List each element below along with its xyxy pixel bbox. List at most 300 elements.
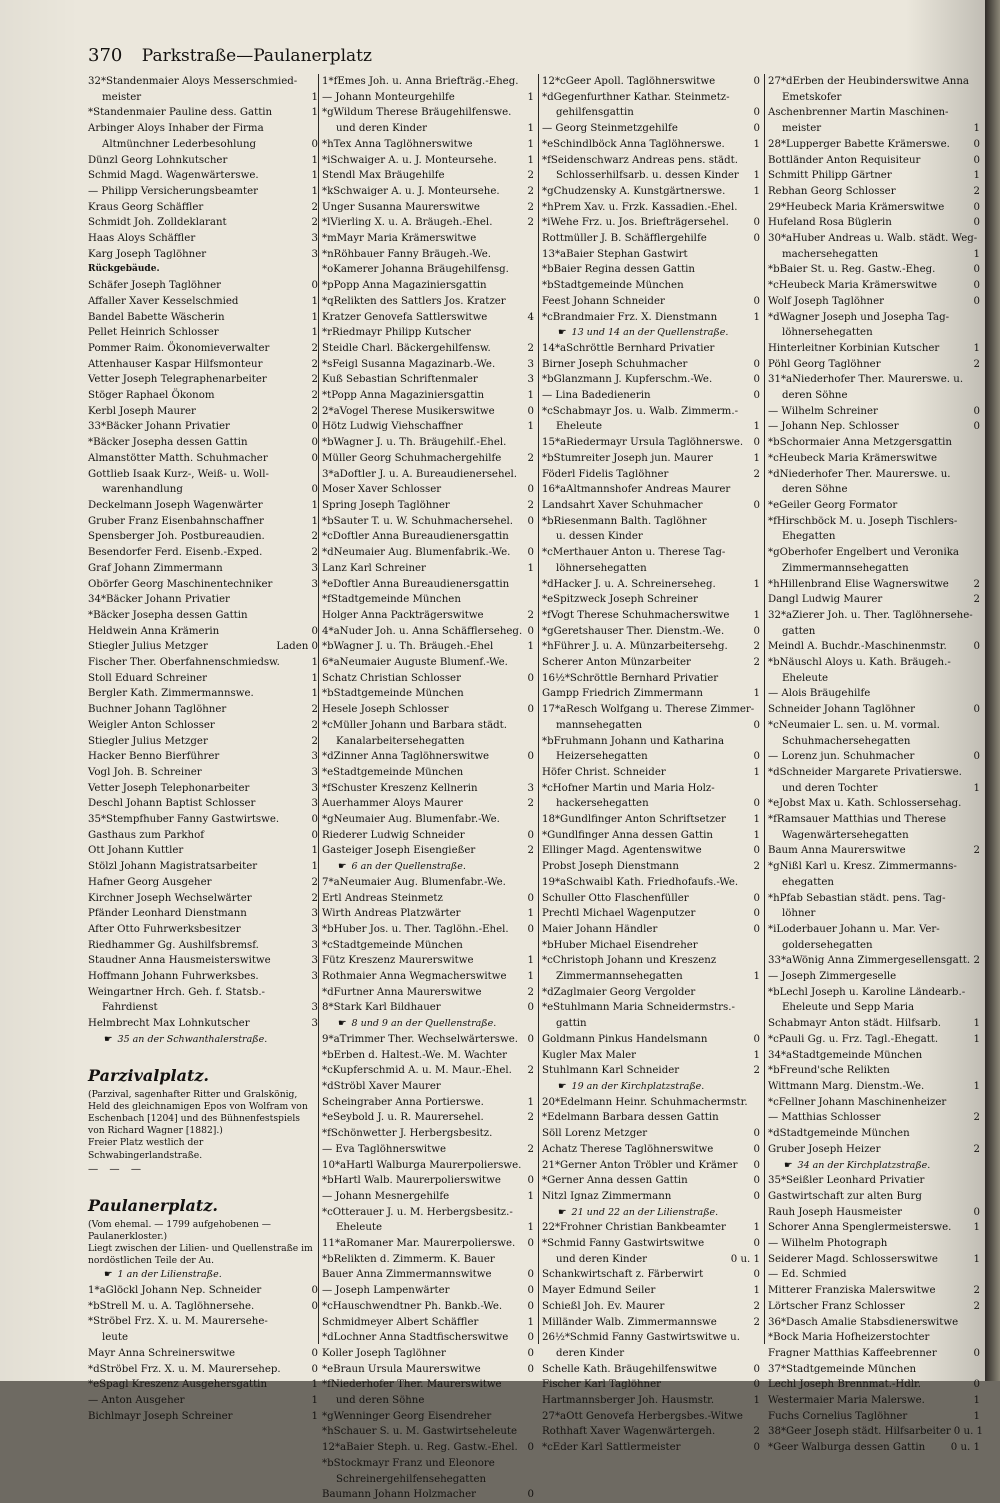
floor-number: 2 xyxy=(311,735,318,747)
directory-entry xyxy=(322,74,534,90)
directory-entry xyxy=(542,702,760,718)
floor-number: 1 xyxy=(973,1395,980,1407)
floor-number: 0 xyxy=(753,719,760,731)
directory-entry xyxy=(88,828,318,844)
directory-entry xyxy=(88,718,318,734)
entry-text: — Georg Steinmetzgehilfe xyxy=(542,123,678,135)
entry-text: Pommer Raim. Ökonomieverwalter xyxy=(88,342,270,354)
floor-number: 1 xyxy=(311,1394,318,1406)
entry-text: Bottländer Anton Requisiteur xyxy=(768,154,921,166)
floor-number: 3 xyxy=(311,782,318,794)
directory-entry xyxy=(322,702,534,718)
floor-number: 3 xyxy=(311,1002,318,1014)
entry-text: *eSpagl Kreszenz Ausgehersgattin xyxy=(88,1379,268,1391)
directory-entry xyxy=(88,577,318,593)
directory-entry xyxy=(542,168,760,184)
directory-entry xyxy=(322,514,534,530)
floor-number: 2 xyxy=(753,861,760,873)
entry-text: *sFeigl Susanna Magazinarb.-We. xyxy=(322,358,496,370)
directory-entry xyxy=(768,1189,980,1205)
floor-number: 2 xyxy=(753,1426,760,1438)
floor-number: 1 xyxy=(311,185,318,197)
entry-text: *bLechl Joseph u. Karoline Ländearb.- xyxy=(768,986,966,998)
entry-text: 26½*Schmid Fanny Gastwirtswitwe u. xyxy=(542,1332,740,1344)
entry-text: *Schmid Fanny Gastwirtswitwe xyxy=(542,1238,705,1250)
directory-entry xyxy=(768,357,980,373)
entry-text: Zimmermannsehegatten xyxy=(782,562,909,574)
floor-number: 2 xyxy=(311,217,318,229)
entry-text: *bStrell M. u. A. Taglöhnersehe. xyxy=(88,1300,255,1312)
directory-entry xyxy=(322,1079,534,1095)
floor-number: 2 xyxy=(527,499,534,511)
directory-entry xyxy=(322,1487,534,1503)
floor-number: 0 u. 1 xyxy=(953,1426,984,1438)
floor-number: 3 xyxy=(311,939,318,951)
directory-entry xyxy=(322,1377,534,1393)
column-rule xyxy=(764,74,765,1344)
entry-text: *dFurtner Anna Maurerswitwe xyxy=(322,986,482,998)
directory-entry xyxy=(768,1424,984,1440)
entry-text: Spring Joseph Taglöhner xyxy=(322,499,450,511)
entry-text: *bRiesenmann Balth. Taglöhner xyxy=(542,515,707,527)
entry-text: ☛ 34 an der Kirchplatzstraße. xyxy=(797,1159,931,1171)
entry-text: 17*aResch Wolfgang u. Therese Zimmer- xyxy=(542,704,755,716)
directory-entry xyxy=(322,1110,534,1126)
entry-text: Affaller Xaver Kesselschmied xyxy=(88,295,239,307)
entry-text: 9*aTrimmer Ther. Wechselwärterswe. xyxy=(322,1033,518,1045)
directory-entry xyxy=(88,655,318,671)
entry-text: *pPopp Anna Magaziniersgattin xyxy=(322,280,487,292)
entry-text: *gWildum Therese Bräugehilfenswe. xyxy=(322,107,512,119)
directory-entry xyxy=(322,357,534,373)
directory-entry xyxy=(88,938,318,954)
directory-entry xyxy=(542,765,760,781)
directory-entry xyxy=(768,121,980,137)
floor-number: 3 xyxy=(527,374,534,386)
entry-text: Deschl Johann Baptist Schlosser xyxy=(88,798,256,810)
floor-number: 0 xyxy=(311,138,318,150)
directory-entry xyxy=(768,1393,980,1409)
entry-text: *Bäcker Josepha dessen Gattin xyxy=(88,437,248,449)
directory-entry xyxy=(542,529,760,545)
entry-text: Schäfer Joseph Taglöhner xyxy=(88,280,222,292)
directory-entry xyxy=(322,781,534,797)
entry-text: Kratzer Genovefa Sattlerswitwe xyxy=(322,311,488,323)
entry-text: Schmidt Joh. Zolldeklarant xyxy=(88,217,227,229)
entry-text: Fahrdienst xyxy=(102,1002,158,1014)
entry-text: *dNiederhofer Ther. Maurerswe. u. xyxy=(768,468,951,480)
directory-entry xyxy=(322,953,534,969)
entry-text: Riederer Ludwig Schneider xyxy=(322,829,465,841)
entry-text: Holger Anna Packträgerswitwe xyxy=(322,609,484,621)
entry-text: *cDoftler Anna Bureaudienersgattin xyxy=(322,531,509,543)
floor-number: 0 xyxy=(527,892,534,904)
entry-text: 16½*Schröttle Bernhard Privatier xyxy=(542,672,719,684)
directory-entry xyxy=(768,561,980,577)
entry-text: *cHauschwendtner Ph. Bankb.-We. xyxy=(322,1300,503,1312)
entry-text: — Johann Monteurgehilfe xyxy=(322,91,455,103)
entry-text: Wittmann Marg. Dienstm.-We. xyxy=(768,1081,925,1092)
directory-entry xyxy=(768,184,980,200)
floor-number: 1 xyxy=(973,1033,980,1045)
entry-text: *Gerner Anna dessen Gattin xyxy=(542,1175,688,1187)
directory-entry xyxy=(88,514,318,530)
entry-text: *eBraun Ursula Maurerswitwe xyxy=(322,1363,481,1375)
entry-text: *cMerthauer Anton u. Therese Tag- xyxy=(542,547,726,559)
floor-number: 2 xyxy=(973,358,980,370)
floor-number: 0 xyxy=(753,1128,760,1140)
directory-entry xyxy=(322,686,534,702)
floor-number: 0 xyxy=(753,1442,760,1454)
entry-text: *dZinner Anna Taglöhnerswitwe xyxy=(322,751,490,763)
directory-entry xyxy=(768,718,980,734)
entry-text: *bWagner J. u. Th. Bräugehilf.-Ehel. xyxy=(322,437,507,449)
directory-entry xyxy=(322,1267,534,1283)
entry-text: und deren Tochter xyxy=(782,782,878,794)
entry-text: *nRöhbauer Fanny Bräugeh.-We. xyxy=(322,248,492,260)
directory-entry xyxy=(768,891,980,907)
directory-entry xyxy=(88,153,318,169)
entry-text: Ehegatten xyxy=(782,531,836,543)
directory-entry xyxy=(542,1032,760,1048)
directory-entry xyxy=(768,781,980,797)
entry-text: Eheleute xyxy=(556,421,602,433)
directory-entry xyxy=(768,1032,980,1048)
entry-text: *cOtterauer J. u. M. Herbergsbesitz.- xyxy=(322,1206,513,1218)
entry-text: Wolf Joseph Taglöhner xyxy=(768,295,884,307)
floor-number: 0 xyxy=(973,217,980,229)
entry-text: Landsahrt Xaver Schuhmacher xyxy=(542,499,703,511)
directory-entry xyxy=(542,137,760,153)
directory-entry xyxy=(542,1346,760,1362)
directory-entry xyxy=(542,372,760,388)
directory-entry xyxy=(542,671,760,687)
directory-entry xyxy=(88,734,318,750)
floor-number: 0 xyxy=(311,452,318,464)
entry-text: Stölzl Johann Magistratsarbeiter xyxy=(88,861,258,873)
floor-number: 0 xyxy=(973,264,980,276)
directory-entry xyxy=(88,671,318,687)
entry-text: 37*Stadtgemeinde München xyxy=(768,1363,917,1375)
entry-text: Gottlieb Isaak Kurz-, Weiß- u. Woll- xyxy=(88,468,270,480)
directory-entry xyxy=(542,419,760,435)
directory-entry xyxy=(322,828,534,844)
directory-entry xyxy=(542,388,760,404)
directory-entry xyxy=(768,514,980,530)
entry-text: meister xyxy=(782,123,822,135)
directory-entry xyxy=(322,419,534,435)
entry-text: Schankwirtschaft z. Färberwirt xyxy=(542,1269,704,1281)
floor-number: 1 xyxy=(753,609,760,621)
section-description xyxy=(88,1089,318,1138)
directory-entry xyxy=(322,184,534,200)
entry-text: Hartmannsberger Joh. Hausmstr. xyxy=(542,1395,715,1407)
floor-number: 3 xyxy=(311,578,318,590)
entry-text: *bStumreiter Joseph jun. Maurer xyxy=(542,452,713,464)
floor-number: 0 xyxy=(973,704,980,716)
floor-number: 1 xyxy=(973,170,980,182)
entry-text: — Lorenz jun. Schuhmacher xyxy=(768,751,915,763)
directory-entry xyxy=(88,1178,318,1188)
floor-number: 3 xyxy=(311,248,318,260)
page-number: 370 xyxy=(88,45,123,66)
directory-entry xyxy=(322,498,534,514)
entry-text: 30*aHuber Andreas u. Walb. städt. Weg- xyxy=(768,233,978,245)
directory-entry xyxy=(768,137,980,153)
entry-text: 2*aVogel Therese Musikerswitwe xyxy=(322,405,495,417)
floor-number: 2 xyxy=(311,201,318,213)
entry-text: *cHeubeck Maria Krämerswitwe xyxy=(768,280,938,292)
directory-entry xyxy=(768,655,980,671)
entry-text: Meindl A. Buchdr.-Maschinenmstr. xyxy=(768,641,947,653)
directory-entry xyxy=(542,828,760,844)
floor-number: 1 xyxy=(973,248,980,260)
floor-number: 2 xyxy=(527,452,534,464)
entry-text: 27*aOtt Genovefa Herbergsbes.-Witwe xyxy=(542,1410,743,1422)
floor-number: 0 xyxy=(753,892,760,904)
entry-text: ☛ 8 und 9 an der Quellenstraße. xyxy=(351,1018,497,1030)
entry-text: 3*aDoftler J. u. A. Bureaudienersehel. xyxy=(322,468,518,480)
entry-text: Rothhaft Xaver Wagenwärtergeh. xyxy=(542,1426,716,1438)
directory-entry xyxy=(542,922,760,938)
directory-entry xyxy=(542,1063,760,1079)
directory-entry xyxy=(542,906,760,922)
entry-text: Hesele Joseph Schlosser xyxy=(322,704,449,716)
directory-entry xyxy=(542,1236,760,1252)
floor-number: 1 xyxy=(973,1253,980,1265)
entry-text: *bFreund'sche Relikten xyxy=(768,1065,890,1077)
directory-entry xyxy=(322,639,534,655)
column-rule xyxy=(538,74,539,1344)
entry-text: gatten xyxy=(782,625,816,637)
floor-number: 0 xyxy=(753,751,760,763)
entry-text: Prechtl Michael Wagenputzer xyxy=(542,908,696,920)
directory-entry xyxy=(768,247,980,263)
directory-entry xyxy=(542,1440,760,1456)
directory-entry xyxy=(322,734,534,750)
directory-entry xyxy=(88,498,318,514)
entry-text: Stoll Eduard Schreiner xyxy=(88,672,208,684)
directory-entry xyxy=(322,843,534,859)
floor-number: 0 xyxy=(527,1238,534,1250)
directory-entry xyxy=(768,467,980,483)
floor-number: 1 xyxy=(311,327,318,339)
directory-entry xyxy=(88,1314,318,1330)
entry-text: Schuller Otto Flaschenfüller xyxy=(542,892,689,904)
section-description xyxy=(88,1137,318,1161)
floor-number: 2 xyxy=(973,1285,980,1297)
entry-text: Baumann Johann Holzmacher xyxy=(322,1489,476,1501)
directory-entry xyxy=(322,451,534,467)
entry-text: 8*Stark Karl Bildhauer xyxy=(322,1002,441,1014)
floor-number: 0 xyxy=(973,1347,980,1359)
directory-entry xyxy=(768,168,980,184)
directory-entry xyxy=(322,655,534,671)
floor-number: 0 xyxy=(527,484,534,496)
floor-number: 2 xyxy=(527,201,534,213)
floor-number: 0 xyxy=(527,1269,534,1281)
directory-entry xyxy=(88,1377,318,1393)
floor-number: 1 xyxy=(311,91,318,103)
directory-entry xyxy=(88,953,318,969)
directory-entry xyxy=(768,545,980,561)
directory-entry xyxy=(322,1236,534,1252)
directory-entry xyxy=(542,1142,760,1158)
entry-text: ehegatten xyxy=(782,876,834,888)
floor-number: 2 xyxy=(753,468,760,480)
floor-number: 1 xyxy=(973,1222,980,1234)
directory-entry xyxy=(88,168,318,184)
entry-text: *eStadtgemeinde München xyxy=(322,766,464,778)
directory-entry xyxy=(322,1456,534,1472)
entry-text: Stöger Raphael Ökonom xyxy=(88,390,215,402)
entry-text: Zimmermannsehegatten xyxy=(556,971,683,983)
directory-entry xyxy=(542,749,760,765)
directory-entry xyxy=(768,906,980,922)
directory-entry xyxy=(768,577,980,593)
directory-entry xyxy=(768,1409,980,1425)
floor-number: 0 xyxy=(527,1285,534,1297)
directory-entry xyxy=(542,891,760,907)
directory-entry xyxy=(542,969,760,985)
directory-entry xyxy=(768,875,980,891)
floor-number: 3 xyxy=(311,1018,318,1030)
floor-number: 0 xyxy=(527,1033,534,1045)
entry-text: Paulanerplatz. xyxy=(88,1195,218,1215)
entry-text: Schmidmeyer Albert Schäffler xyxy=(322,1316,479,1328)
entry-text: und deren Söhne xyxy=(336,1395,425,1407)
entry-text: *dWagner Joseph und Josepha Tag- xyxy=(768,311,950,323)
entry-text: *bStadtgemeinde München xyxy=(542,280,684,292)
entry-text: 12*cGeer Apoll. Taglöhnerswitwe xyxy=(542,76,716,87)
entry-text: Schlosserhilfsarb. u. dessen Kinder xyxy=(556,170,739,182)
directory-entry xyxy=(88,247,318,263)
directory-entry xyxy=(88,419,318,435)
entry-text: Kugler Max Maler xyxy=(542,1049,637,1061)
entry-text: *fRamsauer Matthias und Therese xyxy=(768,814,946,826)
directory-entry xyxy=(88,215,318,231)
floor-number: 2 xyxy=(527,609,534,621)
floor-number: 0 xyxy=(527,1347,534,1359)
entry-text: Bergler Kath. Zimmermannswe. xyxy=(88,688,254,700)
entry-text: *fSchuster Kreszenz Kellnerin xyxy=(322,782,478,794)
entry-text: Rottmüller J. B. Schäfflergehilfe xyxy=(542,233,707,245)
entry-text: *gNißl Karl u. Kresz. Zimmermanns- xyxy=(768,861,957,873)
floor-number: 1 xyxy=(311,107,318,119)
entry-text: *dZaglmaier Georg Vergolder xyxy=(542,986,696,998)
entry-text: Lörtscher Franz Schlosser xyxy=(768,1300,905,1312)
directory-entry xyxy=(768,985,980,1001)
floor-number: 1 xyxy=(753,766,760,778)
entry-text: gehilfensgattin xyxy=(556,107,634,119)
directory-entry xyxy=(322,1205,534,1221)
entry-text: Müller Georg Schuhmachergehilfe xyxy=(322,452,502,464)
directory-entry xyxy=(88,1283,318,1299)
entry-text: *bHuber Jos. u. Ther. Taglöhn.-Ehel. xyxy=(322,923,509,935)
floor-number: 0 xyxy=(527,1363,534,1375)
entry-text: Graf Johann Zimmermann xyxy=(88,562,223,574)
directory-entry xyxy=(542,294,760,310)
entry-text: 33*aWönig Anna Zimmergesellensgatt. xyxy=(768,955,971,967)
entry-text: gattin xyxy=(556,1018,587,1030)
directory-entry xyxy=(322,231,534,247)
entry-text: *hPrem Xav. u. Frzk. Kassadien.-Ehel. xyxy=(542,201,738,213)
entry-text: Schorer Anna Spenglermeisterswe. xyxy=(768,1222,952,1234)
entry-text: *bRelikten d. Zimmerm. K. Bauer xyxy=(322,1253,495,1265)
entry-text: *bBaier Regina dessen Gattin xyxy=(542,264,695,276)
directory-entry xyxy=(322,372,534,388)
directory-entry xyxy=(322,1126,534,1142)
entry-text: ☛ 35 an der Schwanthalerstraße. xyxy=(117,1033,268,1045)
directory-entry xyxy=(542,577,760,593)
entry-text: 22*Frohner Christian Bankbeamter xyxy=(542,1222,726,1234)
floor-number: 2 xyxy=(973,578,980,590)
floor-number: 0 xyxy=(527,829,534,841)
entry-text: Seiderer Magd. Schlosserswitwe xyxy=(768,1253,938,1265)
entry-text: deren Kinder xyxy=(556,1347,625,1359)
floor-number: 3 xyxy=(311,233,318,245)
entry-text: — Joseph Lampenwärter xyxy=(322,1285,450,1297)
floor-number: 1 xyxy=(311,1410,318,1422)
directory-entry xyxy=(542,215,760,231)
directory-entry xyxy=(322,467,534,483)
entry-text: Achatz Therese Taglöhnerswitwe xyxy=(542,1143,714,1155)
floor-number: 2 xyxy=(753,1300,760,1312)
directory-entry xyxy=(322,529,534,545)
entry-text: Bauer Anna Zimmermannswitwe xyxy=(322,1269,492,1281)
floor-number: 1 xyxy=(753,829,760,841)
floor-number: 3 xyxy=(311,971,318,983)
directory-entry xyxy=(768,262,980,278)
entry-text: 27*dErben der Heubinderswitwe Anna xyxy=(768,76,969,87)
cross-reference-note xyxy=(322,1016,534,1032)
entry-text: Schatz Christian Schlosser xyxy=(322,672,461,684)
directory-entry xyxy=(322,1158,534,1174)
directory-entry xyxy=(768,1236,980,1252)
directory-entry xyxy=(768,435,980,451)
floor-number: 0 xyxy=(753,845,760,857)
floor-number: 1 xyxy=(753,185,760,197)
floor-number: 2 xyxy=(973,845,980,857)
floor-number: 0 xyxy=(753,798,760,810)
floor-number: 0 u. 1 xyxy=(730,1253,760,1265)
floor-number: 4 xyxy=(527,311,534,323)
directory-entry xyxy=(88,294,318,310)
floor-number: 3 xyxy=(311,562,318,574)
entry-text: Schabmayr Anton städt. Hilfsarb. xyxy=(768,1018,941,1030)
entry-text: *cStadtgemeinde München xyxy=(322,939,463,951)
directory-entry xyxy=(88,985,318,1001)
floor-number: 0 xyxy=(753,1159,760,1171)
entry-text: Stuhlmann Karl Schneider xyxy=(542,1065,680,1077)
floor-number: 2 xyxy=(527,342,534,354)
floor-number: 2 xyxy=(753,657,760,669)
cross-reference-note xyxy=(322,859,534,875)
entry-text: Milländer Walb. Zimmermannswe xyxy=(542,1316,717,1328)
entry-text: Gampp Friedrich Zimmermann xyxy=(542,688,703,700)
entry-text: deren Söhne xyxy=(782,484,848,496)
directory-entry xyxy=(322,404,534,420)
directory-entry xyxy=(88,922,318,938)
directory-entry xyxy=(88,404,318,420)
floor-number: 2 xyxy=(973,955,980,967)
entry-text: Fischer Ther. Oberfahnenschmiedsw. xyxy=(88,657,280,669)
entry-text: meister xyxy=(102,91,142,103)
entry-text: 16*aAltmannshofer Andreas Maurer xyxy=(542,484,731,496)
entry-text: Rauh Joseph Hausmeister xyxy=(768,1206,903,1218)
directory-entry xyxy=(768,592,980,608)
entry-text: 35*Stempfhuber Fanny Gastwirtswe. xyxy=(88,814,280,826)
